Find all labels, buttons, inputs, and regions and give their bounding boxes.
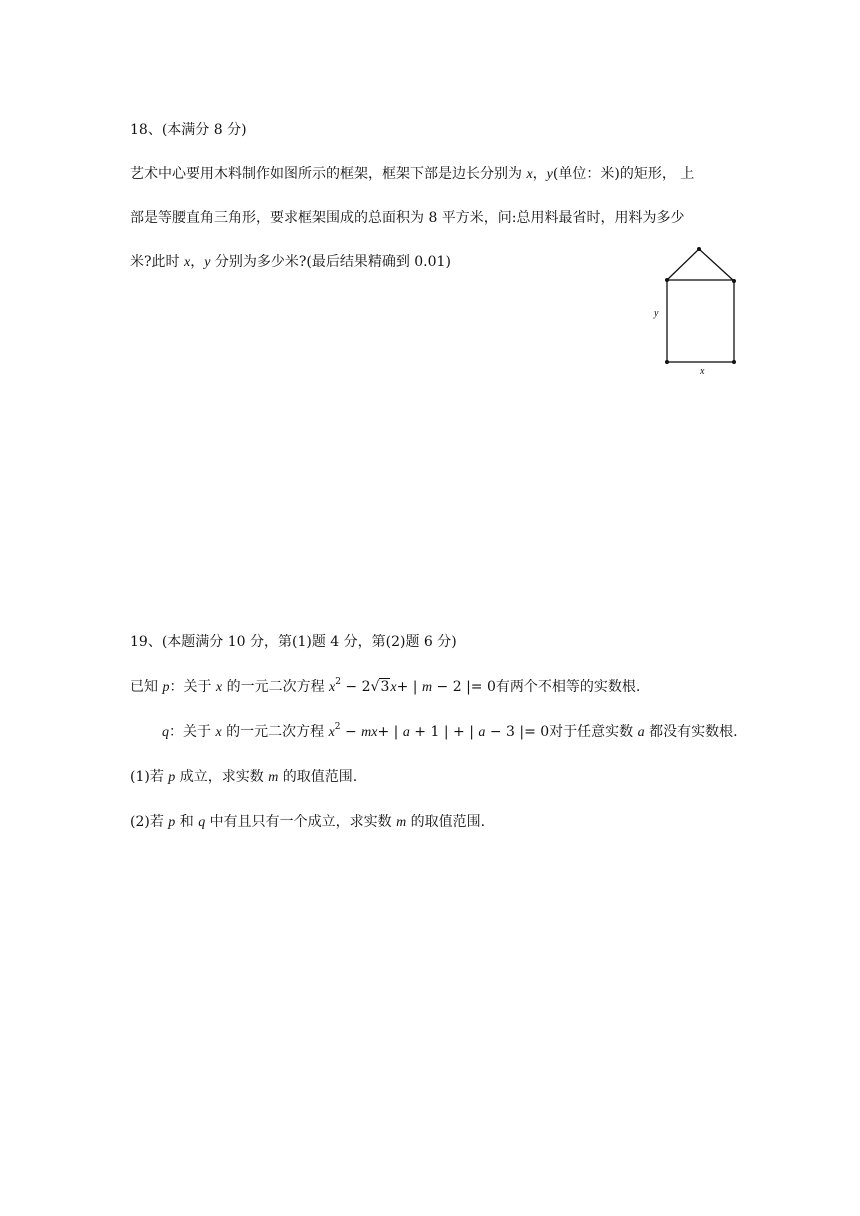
var-a: a	[478, 725, 486, 740]
text: (2)若	[130, 814, 169, 830]
eq-part: − 3 |= 0	[485, 724, 550, 740]
vertex-dot	[697, 247, 701, 251]
eq-part: − 2	[340, 679, 371, 695]
rectangle-base	[667, 280, 734, 362]
equation-p	[329, 679, 496, 695]
eq-part: + |	[396, 679, 422, 695]
q18-header: 18、(本满分 8 分)	[130, 122, 247, 138]
frame-vertices	[665, 247, 736, 364]
var-x: x	[390, 680, 397, 695]
text: 对于任意实数	[549, 724, 638, 740]
var-q: q	[198, 815, 206, 830]
text: 都没有实数根.	[644, 724, 738, 740]
vertex-dot	[732, 279, 736, 283]
text: 中有且只有一个成立，求实数	[205, 814, 397, 830]
equation-q	[329, 724, 550, 740]
var-m: m	[421, 680, 433, 695]
text: ：关于	[169, 724, 216, 740]
q18-line-1	[130, 164, 694, 185]
var-y: y	[546, 167, 553, 182]
var-p: p	[162, 680, 170, 695]
text: ：关于	[169, 679, 216, 695]
q18-line-2: 部是等腰直角三角形，要求框架围成的总面积为 8 平方米，问:总用料最省时，用料为多少	[130, 210, 685, 226]
text: 成立，求实数	[175, 769, 269, 785]
var-a: a	[637, 725, 645, 740]
triangle-roof	[667, 249, 734, 281]
q18-text: 分别为多少米?(最后结果精确到 0.01)	[210, 254, 451, 270]
q19-header: 19、(本题满分 10 分，第(1)题 4 分，第(2)题 6 分)	[130, 634, 457, 650]
label-x: x	[700, 366, 705, 377]
q19-part-2	[130, 812, 485, 833]
label-y: y	[654, 308, 659, 319]
q19-q-statement	[162, 722, 738, 743]
text: 的一元二次方程	[221, 724, 329, 740]
text: 的一元二次方程	[222, 679, 330, 695]
vertex-dot	[665, 360, 669, 364]
q18-text: 艺术中心要用木料制作如图所示的框架，框架下部是边长分别为	[130, 166, 527, 182]
q18-text: ，	[532, 166, 547, 182]
var-x: x	[329, 680, 336, 695]
eq-part: −	[340, 724, 362, 740]
var-x: x	[183, 255, 191, 270]
q19-part-1	[130, 767, 357, 788]
q18-text: 米?此时	[130, 254, 184, 270]
var-x: x	[328, 725, 335, 740]
var-m: m	[396, 815, 407, 830]
text: 和	[175, 814, 199, 830]
var-mx: mx	[361, 725, 378, 740]
text: (1)若	[130, 769, 169, 785]
frame-figure	[650, 240, 745, 380]
exponent: 2	[334, 722, 341, 732]
q18-text: ，	[190, 254, 205, 270]
vertex-dot	[665, 278, 669, 282]
var-x: x	[215, 725, 222, 740]
var-p: p	[168, 770, 176, 785]
radicand: 3	[380, 679, 390, 695]
exponent: 2	[335, 677, 341, 687]
vertex-dot	[732, 360, 736, 364]
text: 的取值范围.	[278, 769, 358, 785]
q18-line-3	[130, 252, 451, 273]
var-m: m	[268, 770, 279, 785]
var-x: x	[215, 680, 223, 695]
frame-diagram	[667, 249, 734, 362]
text: 有两个不相等的实数根.	[495, 679, 641, 695]
var-a: a	[402, 725, 410, 740]
var-q: q	[162, 725, 169, 740]
eq-part: + |	[377, 724, 403, 740]
q19-p-statement	[130, 677, 640, 698]
eq-part: + 1 | + |	[409, 724, 479, 740]
var-x: x	[526, 167, 533, 182]
var-y: y	[204, 255, 211, 270]
text: 已知	[130, 679, 163, 695]
q18-text: (单位：米)的矩形， 上	[552, 166, 695, 182]
eq-part: − 2 |= 0	[432, 679, 496, 695]
text: 的取值范围.	[406, 814, 486, 830]
sqrt-sign: √3	[370, 679, 390, 695]
var-p: p	[168, 815, 176, 830]
